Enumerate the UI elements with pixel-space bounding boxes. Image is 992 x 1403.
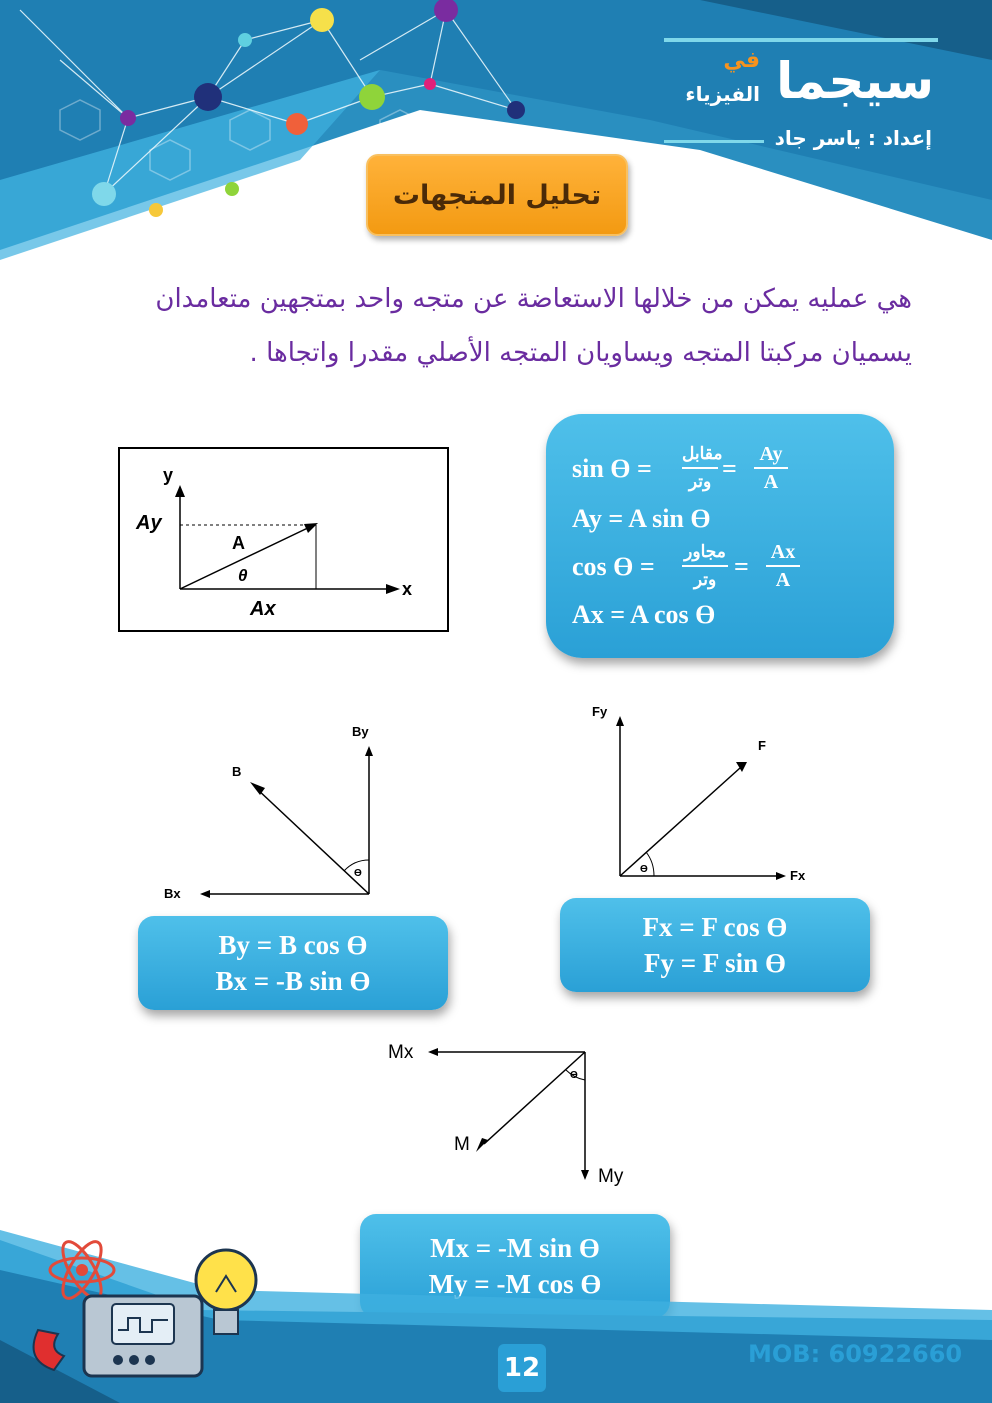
bx-label: Bx <box>164 886 181 901</box>
vector-f-diagram <box>584 700 814 890</box>
cos-fraction-ar <box>682 542 728 590</box>
sin-fraction-ar <box>682 444 723 492</box>
fx-formula: Fx = F cos ϴ <box>642 912 788 942</box>
author-credit: إعداد : ياسر جاد <box>774 126 932 150</box>
cos-denominator-en: A <box>775 569 791 591</box>
page-number: 12 <box>498 1344 546 1392</box>
f-label: F <box>758 738 766 753</box>
cos-fraction-en <box>766 542 800 590</box>
cos-numerator: مجاور <box>684 542 726 561</box>
my-label: My <box>598 1166 624 1187</box>
cos-numerator-en: Ax <box>770 541 796 563</box>
a-label: A <box>232 533 245 553</box>
mx-label: Mx <box>388 1042 414 1063</box>
fy-label: Fy <box>592 704 608 719</box>
brand-subtitle: الفيزياء <box>685 82 760 106</box>
ax-label: Ax <box>250 598 276 620</box>
sin-numerator-en: Ay <box>759 443 783 465</box>
sin-fraction-en <box>754 444 788 492</box>
my-formula: My = -M cos ϴ <box>428 1269 602 1299</box>
sin-denominator-en: A <box>763 471 779 493</box>
sin-equals: = <box>722 454 737 483</box>
by-formula: By = B cos ϴ <box>218 930 368 960</box>
cos-denominator: وتر <box>693 570 717 589</box>
mobile-number: MOB: 60922660 <box>748 1340 963 1368</box>
sin-lhs: sin ϴ = <box>572 454 652 483</box>
vector-m-diagram <box>380 1030 640 1190</box>
b-theta-label: ϴ <box>354 868 362 879</box>
by-label: By <box>352 724 369 739</box>
sin-numerator: مقابل <box>682 444 723 463</box>
fx-label: Fx <box>790 868 806 883</box>
header-background <box>0 0 992 300</box>
m-label: M <box>454 1134 470 1155</box>
theta-label: θ <box>238 566 248 585</box>
cos-lhs: cos ϴ = <box>572 552 655 581</box>
ay-formula: Ay = A sin ϴ <box>572 504 711 533</box>
b-label: B <box>232 764 242 779</box>
brand-title: سيجما <box>776 52 934 110</box>
sin-denominator: وتر <box>688 472 712 491</box>
bx-formula: Bx = -B sin ϴ <box>215 966 371 996</box>
x-axis-label: x <box>402 579 413 599</box>
f-components-box <box>560 898 870 992</box>
vector-components-diagram <box>118 447 450 633</box>
science-illustration <box>18 1234 268 1394</box>
y-axis-label: y <box>163 465 174 485</box>
page-title: تحليل المتجهات <box>366 154 628 236</box>
m-theta-label: ϴ <box>570 1070 578 1081</box>
mx-formula: Mx = -M sin ϴ <box>430 1233 600 1263</box>
ax-formula: Ax = A cos ϴ <box>572 600 716 629</box>
fy-formula: Fy = F sin ϴ <box>644 948 786 978</box>
intro-definition: هي عمليه يمكن من خلالها الاستعاضة عن متجه واحد بمتجهين متعامدان يسميان مركبتا المتجه ويساويان المتجه الأصلي مقدرا واتجاها . <box>155 284 912 368</box>
brand-prefix: في <box>723 48 760 73</box>
f-theta-label: ϴ <box>640 864 648 875</box>
vector-b-diagram <box>160 720 390 910</box>
cos-equals: = <box>734 552 749 581</box>
b-components-box <box>138 916 448 1010</box>
ay-label: Ay <box>136 512 162 534</box>
trig-formula-box <box>546 414 894 658</box>
